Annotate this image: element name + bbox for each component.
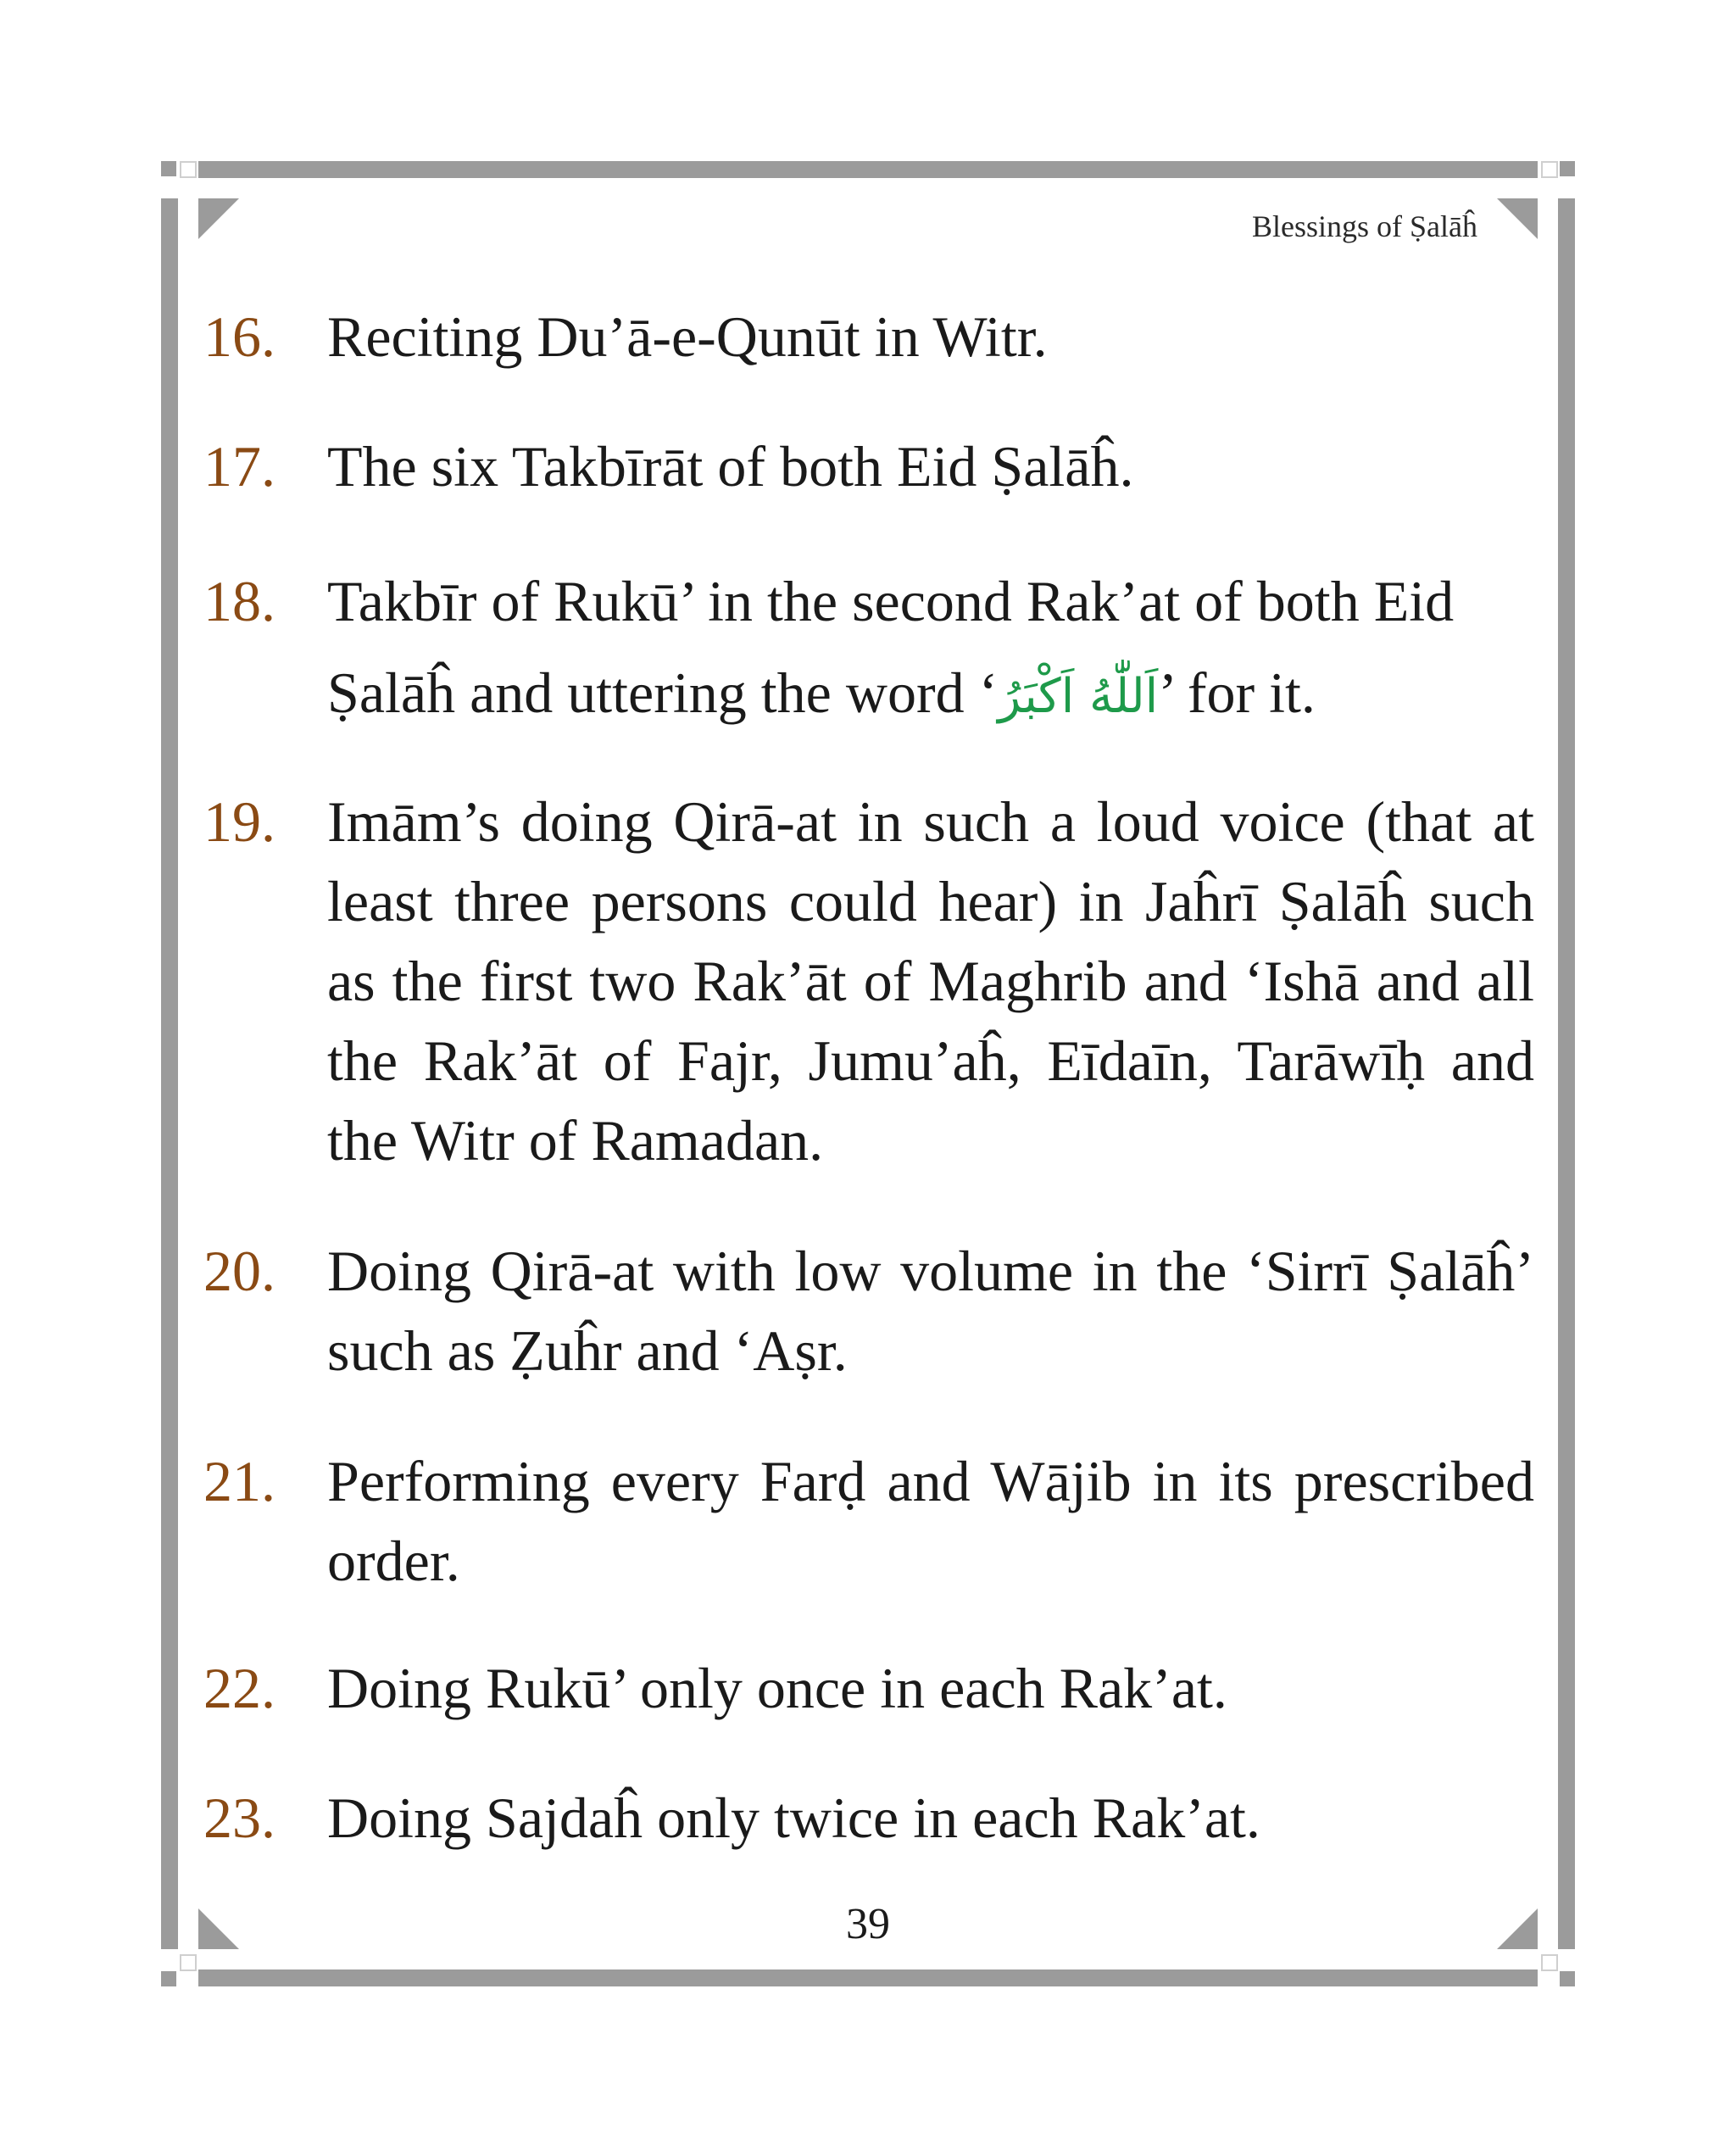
corner-square-top-left xyxy=(161,161,176,176)
corner-outline-top-left xyxy=(180,161,197,178)
item-text: Doing Sajdaĥ only twice in each Rak’at. xyxy=(327,1786,1260,1850)
item-text: Doing Qirā-at with low volume in the ‘Sirrī Ṣalāĥ’ such as Ẓuĥr and ‘Aṣr. xyxy=(327,1239,1534,1383)
corner-square-top-right xyxy=(1560,161,1575,176)
frame-bottom-bar xyxy=(198,1970,1538,1986)
item-number: 20. xyxy=(203,1239,275,1303)
item-number: 19. xyxy=(203,789,275,854)
frame-right-bar xyxy=(1558,198,1575,1949)
item-number: 17. xyxy=(203,434,275,499)
corner-triangle-top-left xyxy=(198,198,239,239)
corner-square-bottom-left xyxy=(161,1971,176,1986)
frame-left-bar xyxy=(161,198,178,1949)
arabic-takbir-text: اَللّٰهُ اَكْبَرُ xyxy=(998,669,1159,724)
corner-outline-top-right xyxy=(1541,161,1558,178)
corner-outline-bottom-left xyxy=(180,1954,197,1971)
item-text xyxy=(327,555,1534,743)
item-text: Performing every Farḍ and Wājib in its prescribed order. xyxy=(327,1449,1534,1593)
item-text-line: Takbīr of Rukū’ in the second Rak’at of both Eid xyxy=(327,569,1455,633)
item-text: Reciting Du’ā-e-Qunūt in Witr. xyxy=(327,304,1048,369)
page-number: 39 xyxy=(846,1900,890,1948)
item-number: 18. xyxy=(203,569,275,633)
corner-square-bottom-right xyxy=(1560,1971,1575,1986)
item-text: Imām’s doing Qirā-at in such a loud voice (that at least three persons could hear) in Jaĥrī Ṣalāĥ such as the first two Rak’āt of Maghrib and ‘Ishā and all the Rak’āt of Fajr, Jumu’aĥ, Eīdaīn, Tarāwīḥ and the Witr of Ramadan. xyxy=(327,789,1534,1173)
item-number: 16. xyxy=(203,304,275,369)
item-text: The six Takbīrāt of both Eid Ṣalāĥ. xyxy=(327,434,1134,499)
corner-triangle-top-right xyxy=(1497,198,1538,239)
item-text-before-arabic: Ṣalāĥ and uttering the word ‘ xyxy=(327,660,999,725)
running-title: Blessings of Ṣalāĥ xyxy=(1252,209,1477,243)
item-text: Doing Rukū’ only once in each Rak’at. xyxy=(327,1656,1227,1720)
item-text-after-arabic: ’ for it. xyxy=(1158,660,1316,725)
item-number: 21. xyxy=(203,1449,275,1513)
frame-top-bar xyxy=(198,161,1538,178)
item-number: 23. xyxy=(203,1786,275,1850)
corner-outline-bottom-right xyxy=(1541,1954,1558,1971)
item-number: 22. xyxy=(203,1656,275,1720)
